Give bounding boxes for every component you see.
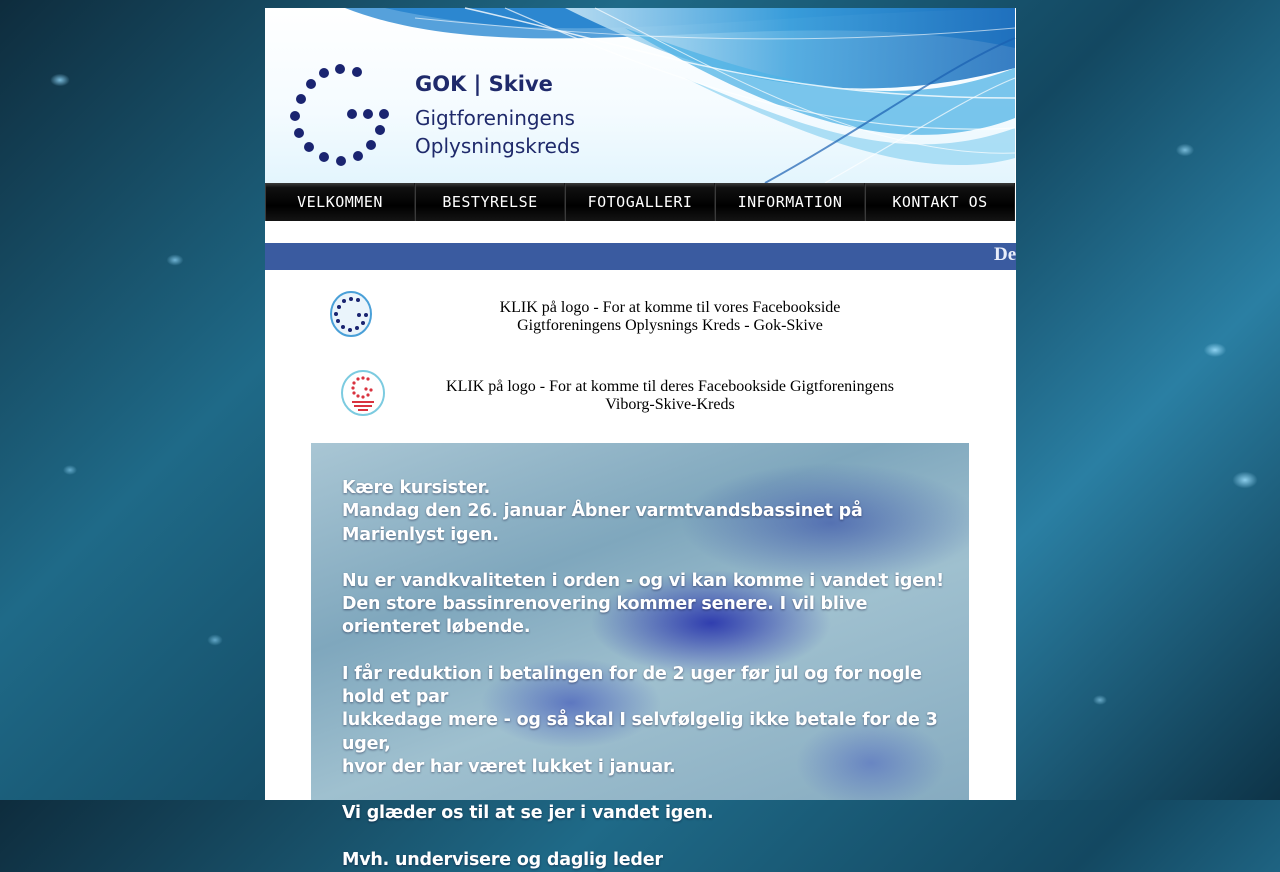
notice-spacer xyxy=(342,640,962,663)
main-navigation xyxy=(265,183,1015,221)
page-container xyxy=(265,8,1017,870)
nav-item-velkommen[interactable]: VELKOMMEN xyxy=(265,183,415,221)
scrolling-news-text: De xyxy=(994,244,1017,265)
brand-title: GOK | Skive xyxy=(415,72,553,96)
notice-line: Mvh. undervisere og daglig leder xyxy=(342,849,663,870)
notice-line: Kære kursister. xyxy=(342,478,491,498)
nav-item-kontakt-os[interactable]: KONTAKT OS xyxy=(865,183,1015,221)
gok-facebook-caption-line2: Gigtforeningens Oplysnings Kreds - Gok-Skive xyxy=(517,317,823,334)
notice-spacer xyxy=(342,547,962,570)
gok-facebook-caption xyxy=(450,299,890,335)
brand-subtitle-line1: Gigtforeningens xyxy=(415,106,575,130)
viborg-skive-facebook-logo-icon[interactable] xyxy=(341,370,385,416)
nav-item-information[interactable]: INFORMATION xyxy=(715,183,865,221)
notice-line: Nu er vandkvaliteten i orden - og vi kan komme i vandet igen! xyxy=(342,570,944,591)
notice-spacer xyxy=(342,779,962,802)
notice-line: Mandag den 26. januar Åbner varmtvandsbassinet på Marienlyst igen. xyxy=(342,501,863,545)
notice-line: Vi glæder os til at se jer i vandet igen. xyxy=(342,803,714,824)
site-header xyxy=(265,8,1015,183)
notice-spacer xyxy=(342,826,962,849)
nav-item-bestyrelse[interactable]: BESTYRELSE xyxy=(415,183,565,221)
scrolling-news-bar xyxy=(265,243,1016,270)
notice-line: hvor der har været lukket i januar. xyxy=(342,756,676,777)
nav-item-fotogalleri[interactable]: FOTOGALLERI xyxy=(565,183,715,221)
viborg-facebook-caption-line1: KLIK på logo - For at komme til deres Facebookside Gigtforeningens xyxy=(446,378,894,395)
pool-notice-text xyxy=(342,477,962,872)
viborg-facebook-caption-line2: Viborg-Skive-Kreds xyxy=(605,396,735,413)
gok-facebook-logo-icon[interactable] xyxy=(330,291,372,337)
notice-line: I får reduktion i betalingen for de 2 uger før jul og for nogle hold et par xyxy=(342,663,922,708)
notice-line: Den store bassinrenovering kommer senere. I vil blive orienteret løbende. xyxy=(342,594,868,638)
pool-notice-image xyxy=(311,443,969,870)
viborg-facebook-caption xyxy=(425,378,915,414)
notice-line: lukkedage mere - og så skal I selvfølgelig ikke betale for de 3 uger, xyxy=(342,710,938,754)
gok-facebook-caption-line1: KLIK på logo - For at komme til vores Facebookside xyxy=(499,299,841,316)
brand-subtitle-line2: Oplysningskreds xyxy=(415,134,581,158)
gok-logo-icon xyxy=(289,63,391,165)
